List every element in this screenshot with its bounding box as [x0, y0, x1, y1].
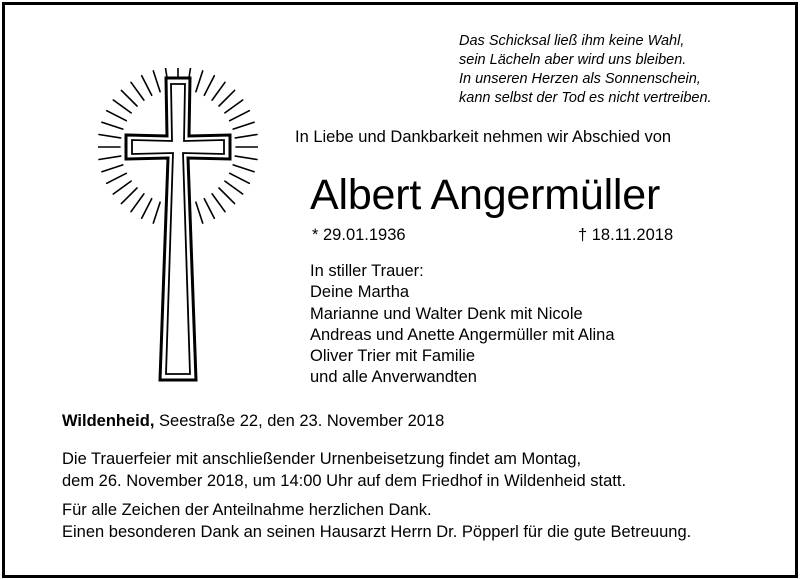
cross-ray [230, 173, 250, 183]
address-date: Seestraße 22, den 23. November 2018 [154, 412, 445, 430]
cross-ray [121, 188, 137, 204]
cross-ray [196, 202, 203, 223]
cross-ray [153, 202, 160, 223]
cross-ray [102, 122, 123, 129]
cross-ray [113, 100, 131, 113]
poem [459, 32, 712, 108]
poem-line: Das Schicksal ließ ihm keine Wahl, [459, 33, 685, 49]
cross-ray [99, 156, 121, 159]
death-date: † 18.11.2018 [578, 226, 674, 244]
cross-ray [233, 165, 254, 172]
mourner-line: Oliver Trier mit Familie [310, 347, 476, 366]
mourner-line: In stiller Trauer: [310, 262, 424, 280]
mourners-list [310, 261, 615, 389]
cross-ray [131, 82, 144, 100]
cross-ray [219, 90, 235, 106]
mourner-line: Deine Martha [310, 283, 410, 302]
poem-line: kann selbst der Tod es nicht vertreiben. [459, 90, 712, 106]
cross-ray [107, 173, 127, 183]
mourner-line: und alle Anverwandten [310, 368, 477, 387]
cross-ray [107, 111, 127, 121]
radiant-cross-icon [98, 68, 258, 393]
intro-text: In Liebe und Dankbarkeit nehmen wir Abschied von [295, 128, 672, 146]
ceremony-info [62, 449, 626, 492]
cross-ray [235, 135, 257, 138]
cross-ray [233, 122, 254, 129]
cross-ray [204, 76, 214, 96]
cross-ray [153, 71, 160, 92]
cross-ray [225, 181, 243, 194]
cross-ray [212, 194, 225, 212]
cross-ray [142, 76, 152, 96]
place-date-line [62, 412, 444, 431]
ceremony-line: dem 26. November 2018, um 14:00 Uhr auf dem Friedhof in Wildenheid statt. [62, 471, 627, 490]
cross-ray [102, 165, 123, 172]
thanks-text [62, 500, 691, 543]
deceased-name: Albert Angermüller [310, 171, 661, 219]
cross-ray [225, 100, 243, 113]
cross-ray [142, 199, 152, 219]
cross-ray [219, 188, 235, 204]
thanks-line: Für alle Zeichen der Anteilnahme herzlichen Dank. [62, 501, 432, 519]
cross-ray [230, 111, 250, 121]
ceremony-line: Die Trauerfeier mit anschließender Urnenbeisetzung findet am Montag, [62, 450, 582, 468]
town-name: Wildenheid, [62, 412, 155, 430]
cross-ray [204, 199, 214, 219]
cross-ray [235, 156, 257, 159]
poem-line: In unseren Herzen als Sonnenschein, [459, 71, 701, 87]
cross-ray [99, 135, 121, 138]
mourner-line: Marianne und Walter Denk mit Nicole [310, 304, 583, 323]
poem-line: sein Lächeln aber wird uns bleiben. [459, 52, 687, 68]
cross-ray [212, 82, 225, 100]
cross-ray [131, 194, 144, 212]
birth-date: * 29.01.1936 [312, 226, 406, 244]
mourner-line: Andreas und Anette Angermüller mit Alina [310, 325, 615, 344]
cross-ray [113, 181, 131, 194]
thanks-line: Einen besonderen Dank an seinen Hausarzt Herrn Dr. Pöpperl für die gute Betreuung. [62, 522, 692, 541]
cross-ray [196, 71, 203, 92]
cross-ray [121, 90, 137, 106]
